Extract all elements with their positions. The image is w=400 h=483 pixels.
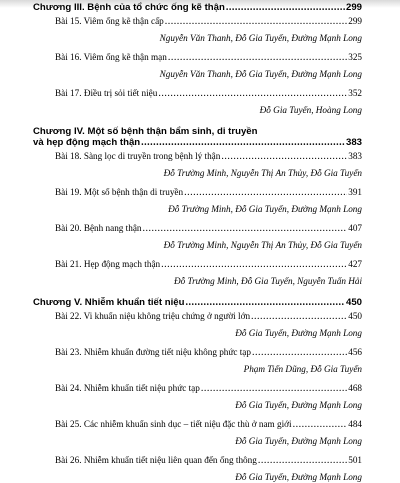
chapter-4-title-line2: và hẹp động mạch thận — [33, 137, 141, 148]
leader-dots — [258, 455, 347, 466]
lesson-20 — [33, 223, 362, 234]
lesson-authors: Đỗ Trường Minh, Nguyễn Thị An Thủy, Đỗ Gia Tuyến — [163, 240, 362, 250]
lesson-24 — [33, 383, 362, 394]
lesson-21 — [33, 259, 362, 270]
lesson-page: 352 — [348, 88, 362, 98]
chapter-5-page: 450 — [345, 297, 362, 308]
lesson-22 — [33, 311, 362, 322]
lesson-page: 391 — [348, 187, 362, 197]
lesson-authors: Đỗ Gia Tuyến, Đường Mạnh Long — [235, 472, 362, 482]
lesson-page: 501 — [348, 455, 362, 465]
leader-dots — [226, 2, 345, 13]
lesson-title: Bài 21. Hẹp động mạch thận — [55, 259, 161, 269]
lesson-page: 450 — [348, 311, 362, 321]
lesson-16 — [33, 52, 362, 63]
lesson-25 — [33, 419, 362, 430]
lesson-page: 325 — [348, 52, 362, 62]
leader-dots — [293, 419, 348, 430]
chapter-4-heading — [33, 126, 362, 148]
lesson-authors: Đỗ Trường Minh, Đỗ Gia Tuyến, Nguyễn Tuấn Hải — [173, 276, 362, 286]
lesson-authors: Đỗ Trường Minh, Nguyễn Thị An Thủy, Đỗ Gia Tuyến — [163, 168, 362, 178]
chapter-4-page: 383 — [345, 137, 362, 148]
lesson-title: Bài 22. Vi khuẩn niệu không triệu chứng ở người lớn — [55, 311, 251, 321]
leader-dots — [143, 223, 348, 234]
chapter-4-title-line1: Chương IV. Một số bệnh thận bẩm sinh, di truyền — [33, 126, 258, 137]
chapter-4-title-row — [33, 137, 362, 148]
leader-dots — [161, 259, 347, 270]
leader-dots — [252, 347, 347, 358]
lesson-page: 427 — [348, 259, 362, 269]
lesson-title: Bài 16. Viêm ống kẽ thận mạn — [55, 52, 167, 62]
lesson-title: Bài 19. Một số bệnh thận di truyền — [55, 187, 184, 197]
lesson-23 — [33, 347, 362, 358]
lesson-authors: Đỗ Gia Tuyến, Đường Mạnh Long — [235, 400, 362, 410]
leader-dots — [201, 383, 347, 394]
lesson-title: Bài 25. Các nhiễm khuẩn sinh dục – tiết niệu đặc thù ở nam giới — [55, 419, 292, 429]
leader-dots — [158, 88, 347, 99]
lesson-15 — [33, 16, 362, 27]
leader-dots — [165, 16, 347, 27]
lesson-title: Bài 24. Nhiễm khuẩn tiết niệu phức tạp — [55, 383, 200, 393]
chapter-3-heading — [33, 2, 362, 13]
lesson-authors: Đỗ Trường Minh, Đỗ Gia Tuyến, Đường Mạnh Long — [168, 204, 362, 214]
table-of-contents — [33, 2, 362, 483]
leader-dots — [141, 137, 345, 148]
lesson-page: 484 — [348, 419, 362, 429]
lesson-19 — [33, 187, 362, 198]
lesson-title: Bài 15. Viêm ống kẽ thận cấp — [55, 16, 164, 26]
lesson-page: 468 — [348, 383, 362, 393]
lesson-title: Bài 20. Bệnh nang thận — [55, 223, 142, 233]
lesson-17 — [33, 88, 362, 99]
lesson-title: Bài 17. Điều trị sỏi tiết niệu — [55, 88, 158, 98]
leader-dots — [168, 52, 347, 63]
lesson-18 — [33, 151, 362, 162]
chapter-3-title: Chương III. Bệnh của tổ chức ống kẽ thận — [33, 2, 225, 13]
lesson-title: Bài 18. Sàng lọc di truyền trong bệnh lý thận — [55, 151, 221, 161]
chapter-5-heading — [33, 297, 362, 308]
chapter-5-title: Chương V. Nhiễm khuẩn tiết niệu — [33, 297, 185, 308]
leader-dots — [251, 311, 347, 322]
lesson-authors: Đỗ Gia Tuyến, Đường Mạnh Long — [235, 328, 362, 338]
lesson-authors: Đỗ Gia Tuyến, Hoàng Long — [259, 105, 362, 115]
lesson-title: Bài 26. Nhiễm khuẩn tiết niệu liên quan đến ống thông — [55, 455, 257, 465]
leader-dots — [185, 297, 345, 308]
leader-dots — [221, 151, 347, 162]
lesson-authors: Phạm Tiến Dũng, Đỗ Gia Tuyến — [243, 364, 362, 374]
lesson-page: 456 — [348, 347, 362, 357]
lesson-title: Bài 23. Nhiễm khuẩn đường tiết niệu không phức tạp — [55, 347, 251, 357]
chapter-3-page: 299 — [345, 2, 362, 13]
lesson-page: 299 — [348, 16, 362, 26]
lesson-authors: Đỗ Gia Tuyến, Đường Mạnh Long — [235, 436, 362, 446]
lesson-authors: Nguyễn Văn Thanh, Đỗ Gia Tuyến, Đường Mạnh Long — [159, 33, 362, 43]
lesson-26 — [33, 455, 362, 466]
lesson-page: 407 — [348, 223, 362, 233]
leader-dots — [184, 187, 347, 198]
lesson-authors: Nguyễn Văn Thanh, Đỗ Gia Tuyến, Đường Mạnh Long — [159, 69, 362, 79]
lesson-page: 383 — [348, 151, 362, 161]
